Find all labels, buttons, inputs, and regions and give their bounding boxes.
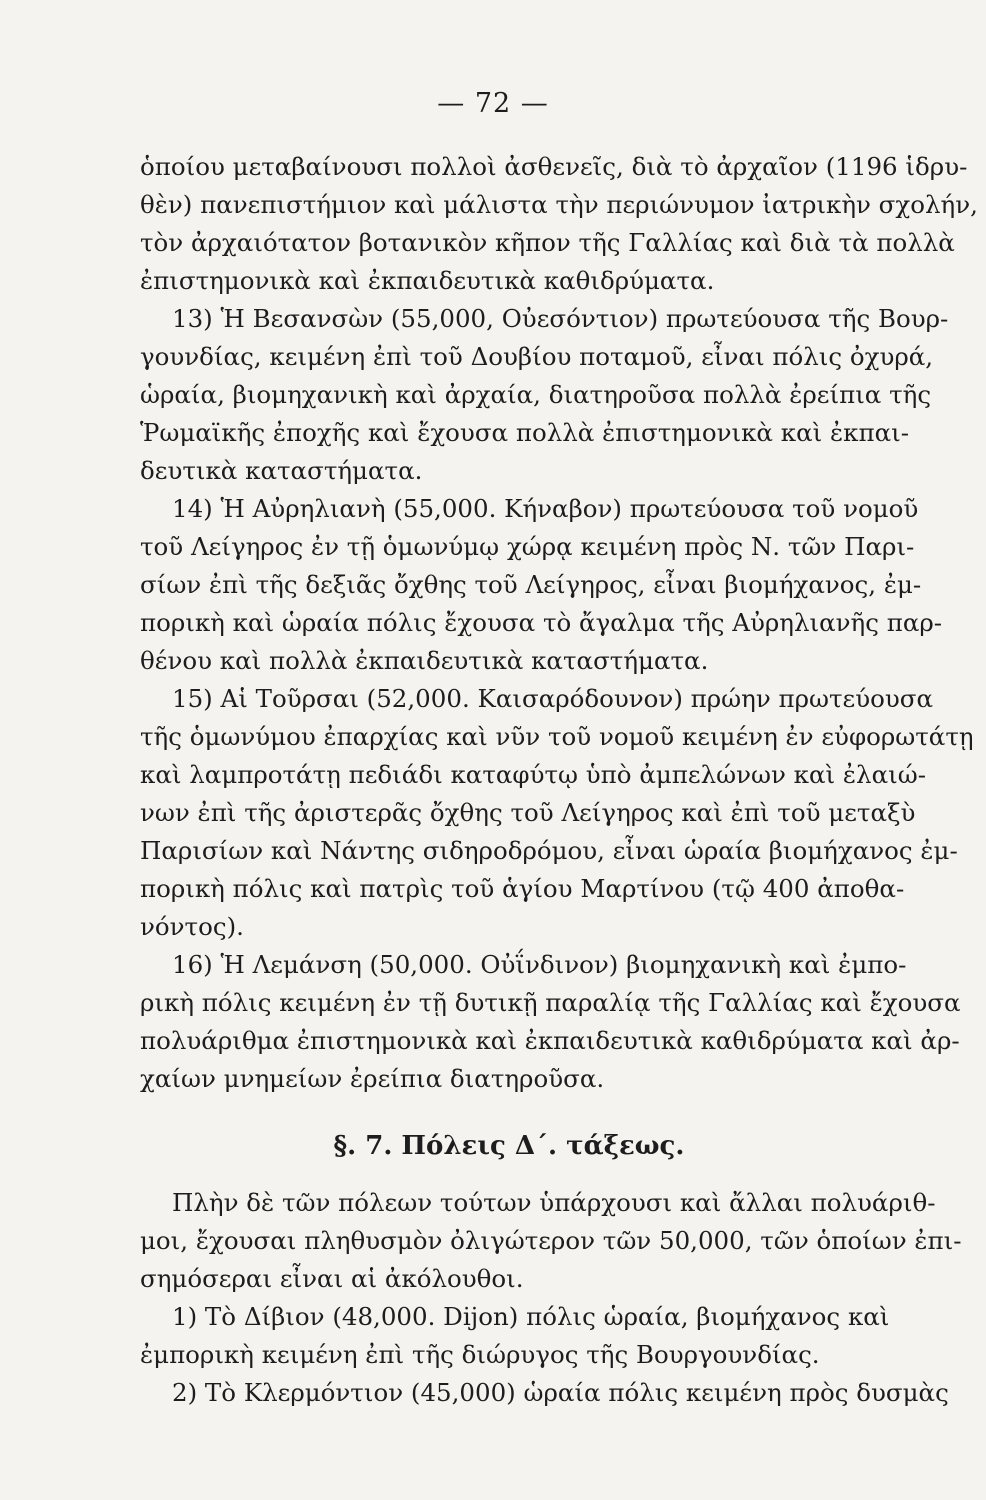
paragraph-16-start: 16) Ἡ Λεμάνση (50,000. Οὐΐνδινον) βιομηχανικὴ καὶ ἐμπο- — [172, 950, 907, 979]
list-item-2-start: 2) Τὸ Κλερμόντιον (45,000) ὡραία πόλις κειμένη πρὸς δυσμὰς — [172, 1378, 949, 1407]
text-line: σημόσεραι εἶναι αἱ ἀκόλουθοι. — [140, 1264, 524, 1293]
text-line: πολυάριθμα ἐπιστημονικὰ καὶ ἐκπαιδευτικὰ καθιδρύματα καὶ ἀρ- — [140, 1026, 960, 1055]
text-line: τῆς ὁμωνύμου ἐπαρχίας καὶ νῦν τοῦ νομοῦ κειμένη ἐν εὐφορωτάτῃ — [140, 722, 974, 751]
paragraph-14-start: 14) Ἡ Αὐρηλιανὴ (55,000. Κήναβον) πρωτεύουσα τοῦ νομοῦ — [172, 494, 919, 523]
text-line: δευτικὰ καταστήματα. — [140, 456, 423, 485]
text-line: τοῦ Λείγηρος ἐν τῇ ὁμωνύμῳ χώρᾳ κειμένη πρὸς Ν. τῶν Παρι- — [140, 532, 915, 561]
section-heading: §. 7. Πόλεις Δ΄. τάξεως. — [333, 1131, 685, 1161]
text-line: πορικὴ πόλις καὶ πατρὶς τοῦ ἁγίου Μαρτίνου (τῷ 400 ἀποθα- — [140, 874, 905, 903]
text-line: σίων ἐπὶ τῆς δεξιᾶς ὄχθης τοῦ Λείγηρος, εἶναι βιομήχανος, ἐμ- — [140, 570, 922, 599]
text-line: τὸν ἀρχαιότατον βοτανικὸν κῆπον τῆς Γαλλίας καὶ διὰ τὰ πολλὰ — [140, 228, 955, 257]
paragraph-15-start: 15) Αἱ Τοῦρσαι (52,000. Καισαρόδουνον) πρώην πρωτεύουσα — [172, 684, 934, 713]
text-line: ἐμπορικὴ κειμένη ἐπὶ τῆς διώρυγος τῆς Βουργουνδίας. — [140, 1340, 820, 1369]
text-line: ἐπιστημονικὰ καὶ ἐκπαιδευτικὰ καθιδρύματα. — [140, 266, 715, 295]
text-line: νόντος). — [140, 912, 244, 941]
text-line: ὁποίου μεταβαίνουσι πολλοὶ ἀσθενεῖς, διὰ τὸ ἀρχαῖον (1196 ἱδρυ- — [140, 152, 968, 181]
paragraph-13-start: 13) Ἡ Βεσανσὼν (55,000, Οὐεσόντιον) πρωτεύουσα τῆς Βουρ- — [172, 304, 949, 333]
text-line: θὲν) πανεπιστήμιον καὶ μάλιστα τὴν περιώνυμον ἰατρικὴν σχολήν, — [140, 190, 978, 219]
text-line: ὡραία, βιομηχανικὴ καὶ ἀρχαία, διατηροῦσα πολλὰ ἐρείπια τῆς — [140, 380, 932, 409]
body-text — [140, 148, 978, 1412]
text-line: ρικὴ πόλις κειμένη ἐν τῇ δυτικῇ παραλίᾳ τῆς Γαλλίας καὶ ἔχουσα — [140, 988, 961, 1017]
text-line: νων ἐπὶ τῆς ἀριστερᾶς ὄχθης τοῦ Λείγηρος καὶ ἐπὶ τοῦ μεταξὺ — [140, 798, 916, 827]
text-line: καὶ λαμπροτάτῃ πεδιάδι καταφύτῳ ὑπὸ ἀμπελώνων καὶ ἐλαιώ- — [140, 760, 926, 789]
text-line: θένου καὶ πολλὰ ἐκπαιδευτικὰ καταστήματα. — [140, 646, 709, 675]
text-line: Ῥωμαϊκῆς ἐποχῆς καὶ ἔχουσα πολλὰ ἐπιστημονικὰ καὶ ἐκπαι- — [140, 418, 909, 447]
text-line: μοι, ἔχουσαι πληθυσμὸν ὀλιγώτερον τῶν 50,000, τῶν ὁποίων ἐπι- — [140, 1226, 962, 1255]
text-line: χαίων μνημείων ἐρείπια διατηροῦσα. — [140, 1064, 605, 1093]
paragraph-intro-start: Πλὴν δὲ τῶν πόλεων τούτων ὑπάρχουσι καὶ ἄλλαι πολυάριθ- — [172, 1188, 936, 1217]
text-line: Παρισίων καὶ Νάντης σιδηροδρόμου, εἶναι ὡραία βιομήχανος ἐμ- — [140, 836, 958, 865]
text-line: γουνδίας, κειμένη ἐπὶ τοῦ Δουβίου ποταμοῦ, εἶναι πόλις ὀχυρά, — [140, 342, 934, 371]
page-number: — 72 — — [437, 88, 549, 119]
list-item-1-start: 1) Τὸ Δίβιον (48,000. Dijon) πόλις ὡραία, βιομήχανος καὶ — [172, 1302, 890, 1331]
text-line: πορικὴ καὶ ὡραία πόλις ἔχουσα τὸ ἄγαλμα τῆς Αὐρηλιανῆς παρ- — [140, 608, 943, 637]
